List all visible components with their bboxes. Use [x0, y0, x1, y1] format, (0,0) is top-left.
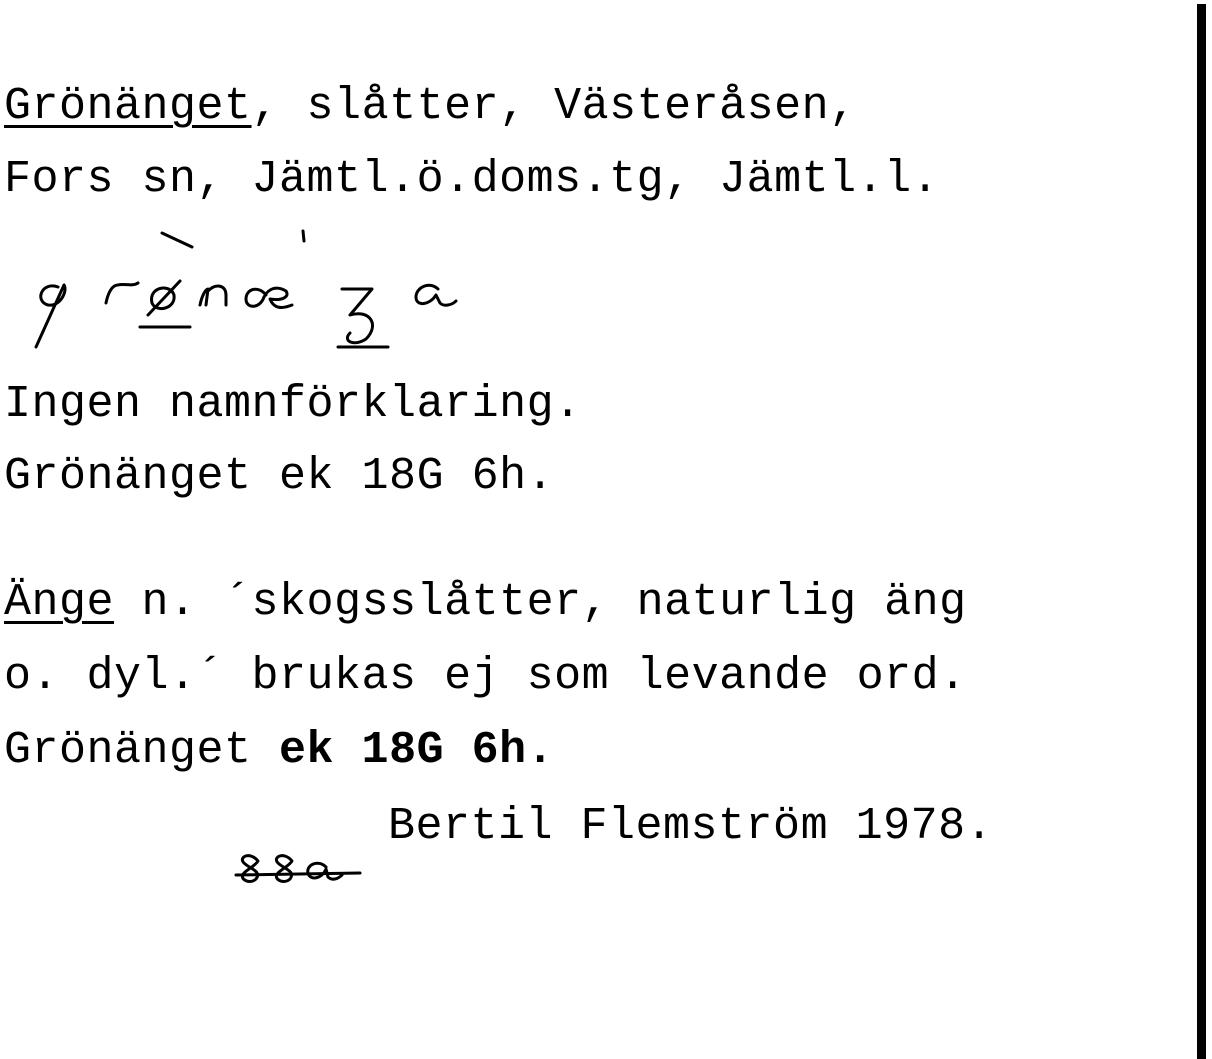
map-reference-code: ek 18G 6h. [279, 725, 555, 776]
map-reference-line-2 [4, 726, 554, 776]
author-signature-line: Bertil Flemström 1978. [388, 801, 994, 852]
explanation-line: Ingen namnförklaring. [4, 379, 582, 430]
handwritten-pronunciation [20, 225, 480, 365]
map-reference-name: Grönänget [4, 725, 280, 776]
element-headword: Änge [4, 577, 115, 628]
entry-title-line [4, 82, 857, 132]
crossed-out-handwritten-mark [230, 845, 370, 895]
entry-title-rest: , slåtter, Västeråsen, [251, 81, 857, 132]
map-reference-line-1: Grönänget ek 18G 6h. [4, 451, 555, 502]
element-usage-line: o. dyl.´ brukas ej som levande ord. [4, 651, 967, 702]
element-definition-rest: n. ´skogsslåtter, naturlig äng [114, 577, 967, 628]
entry-headword: Grönänget [4, 81, 252, 132]
entry-location-line: Fors sn, Jämtl.ö.doms.tg, Jämtl.l. [4, 154, 940, 205]
element-definition-line [4, 578, 967, 628]
card-edge-line [1197, 4, 1206, 1059]
